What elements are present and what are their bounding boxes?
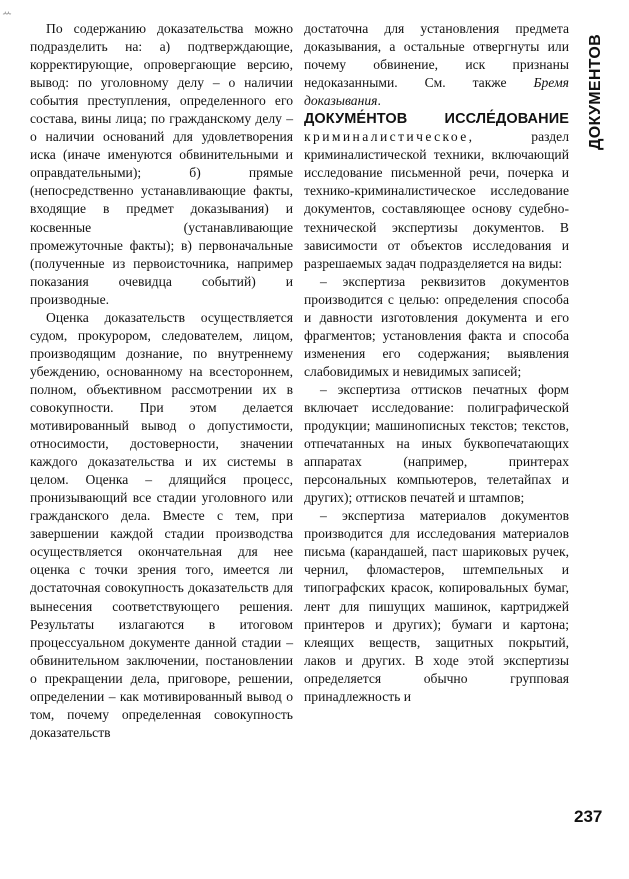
paragraph-continuation xyxy=(304,20,569,110)
list-item-materials: – экспертиза материалов документов производится для исследования материалов письма (карандашей, паст шариковых ручек, чернил, фломастеров, штемпельных и типографских красок, копировальных бумаг, лент для пишущих машинок, картриджей принтеров и других); бумаги и картона; клеящих веществ, защитных покрытий, лаков и других. В ходе этой экспертизы определяется обычно групповая принадлежность и xyxy=(304,508,569,704)
list-item-print-forms: – экспертиза оттисков печатных форм включает исследование: полиграфической продукции; машинописных текстов; текстов, отпечатанных на иных буквопечатающих аппаратах (например, принтерах персональных компьютеров, телетайпах и других); оттисков печатей и штампов; xyxy=(304,381,569,506)
right-column xyxy=(304,20,569,706)
section-sidebar xyxy=(578,24,614,159)
paragraph-evaluation: Оценка доказательств осуществляется судом, прокурором, следователем, лицом, производящим дознание, по внутреннему убеждению, основанному на всестороннем, полном, объективном рассмотрении их в совокупности. При этом делается мотивированный вывод о допустимости, относимости, достоверности, значении каждого доказательства и их системы в целом. Оценка – длящийся процесс, пронизывающий все стадии уголовного или гражданского дела. Вместе с тем, при завершении каждой стадии производства осуществляется окончательная для нее оценка с точки зрения того, имеется ли достаточная совокупность доказательств для вынесения соответствующего решения. Результаты излагаются в итоговом процессуальном документе данной стадии – обвинительном заключении, постановлении о прекращении дела, приговоре, решении, определении – как мотивированный вывод о том, почему определенная совокупность доказательств xyxy=(30,309,293,740)
continuation-end: . xyxy=(377,93,381,109)
page-number: 237 xyxy=(574,807,603,826)
entry-definition: раздел криминалистической техники, включающий исследование письменной речи, почерка и технико-криминалистическое исследование документов, составляющее основу судебно-технической экспертизы документов. В зависимости от объектов исследования и разрешаемых задач подразделяется на виды: xyxy=(304,129,569,271)
corner-mark: ꕀ xyxy=(2,6,12,19)
cross-reference-link: Бремя доказывания xyxy=(304,75,569,109)
paragraph-classification: По содержанию доказательства можно подразделить на: а) подтверждающие, корректирующие, опровергающие версию, вывод: по уголовному делу – о наличии события преступления, определенного его состава, вины лица; по гражданскому делу – о наличии оснований для удовлетворения иска (иначе именуются обвинительными и оправдательными); б) прямые (непосредственно устанавливающие факты, входящие в предмет доказывания) и косвенные (устанавливающие промежуточные факты); в) первоначальные (полученные из первоисточника, например показания очевидца событий) и производные. xyxy=(30,21,293,307)
entry-headword: ДОКУМЕ́НТОВ ИССЛЕ́ДОВАНИЕ xyxy=(304,111,569,128)
continuation-text: достаточна для установления предмета доказывания, а остальные отвергнуты или почему обвинение, иск признаны недоказанными. См. также xyxy=(304,21,569,91)
entry-qualifier: криминалистическое, xyxy=(304,129,475,145)
section-word: ДОКУМЕНТОВ xyxy=(587,33,605,150)
dictionary-entry xyxy=(304,110,569,272)
left-column xyxy=(30,20,293,742)
list-item-requisites: – экспертиза реквизитов документов производится с целью: определения способа и давности изготовления документа и его фрагментов; установления факта и способа изменения его содержания; выявления слабовидимых и невидимых записей; xyxy=(304,273,569,379)
